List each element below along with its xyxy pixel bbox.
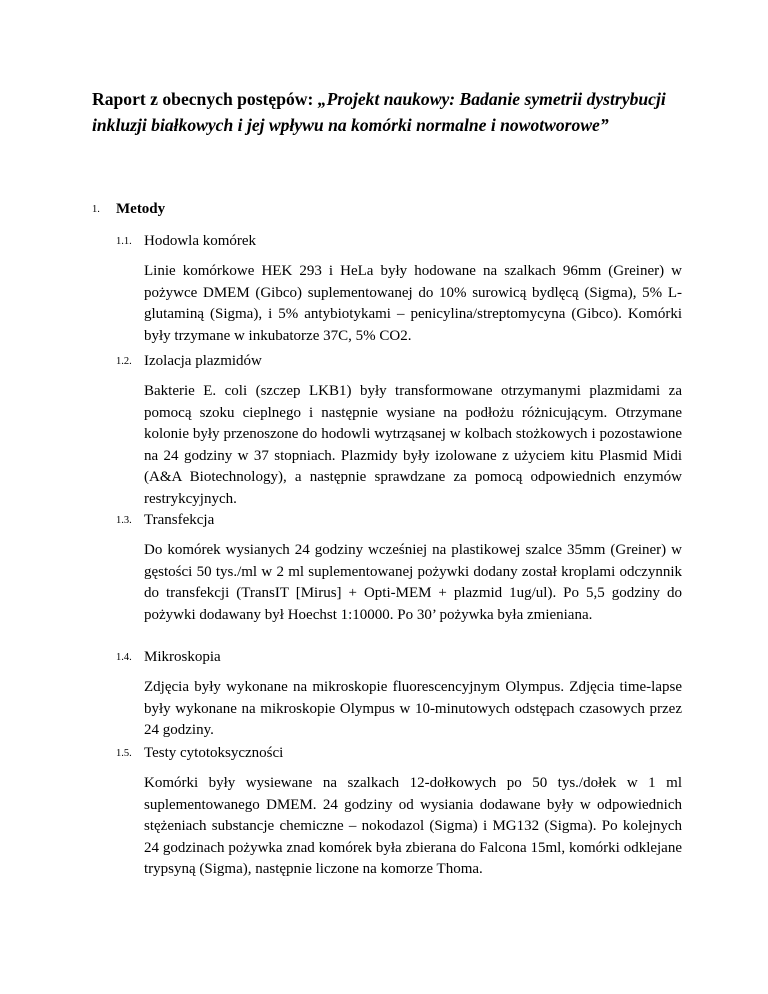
- subsection-number: 1.4.: [116, 652, 132, 663]
- subsection-heading: Testy cytotoksyczności: [144, 745, 284, 761]
- subsection-number: 1.2.: [116, 356, 132, 367]
- subsection-heading: Mikroskopia: [144, 649, 221, 665]
- subsection-heading: Transfekcja: [144, 512, 215, 528]
- subsection-number: 1.3.: [116, 515, 132, 526]
- subsection-paragraph: Zdjęcia były wykonane na mikroskopie fluorescencyjnym Olympus. Zdjęcia time-lapse były wykonane na mikroskopie Olympus w 10-minutowych odstępach czasowych przez 24 godziny.: [144, 679, 682, 738]
- subsection-heading: Izolacja plazmidów: [144, 353, 262, 369]
- subsection-paragraph: Bakterie E. coli (szczep LKB1) były transformowane otrzymanymi plazmidami za pomocą szoku cieplnego i następnie wysiane na podłożu różnicującym. Otrzymane kolonie były przenoszone do hodowli wytrząsanej w kolbach stożkowych i pozostawione na 24 godziny w 37 stopniach. Plazmidy były izolowane z użyciem kitu Plasmid Midi (A&A Biotechnology), a następnie sprawdzane za pomocą odpowiednich enzymów restrykcyjnych.: [144, 383, 682, 507]
- subsection-heading: Hodowla komórek: [144, 233, 257, 249]
- title-prefix: Raport z obecnych postępów:: [92, 89, 318, 109]
- subsection-paragraph: Komórki były wysiewane na szalkach 12-dołkowych po 50 tys./dołek w 1 ml suplementowanego DMEM. 24 godziny od wysiania dodawane były w odpowiednich stężeniach substancje chemiczne – nokodazol (Sigma) i MG132 (Sigma). Po kolejnych 24 godzinach pożywka znad komórek była zbierana do Falcona 15ml, komórki odklejane trypsyną (Sigma), następnie liczone na komorze Thoma.: [144, 775, 682, 877]
- subsection-paragraph: Do komórek wysianych 24 godziny wcześniej na plastikowej szalce 35mm (Greiner) w gęstości 50 tys./ml w 2 ml suplementowanej pożywki dodany został kroplami odczynnik do transfekcji (TransIT [Mirus] + Opti-MEM + plazmid 1ug/ul). Po 5,5 godziny do pożywki dodawany był Hoechst 1:10000. Po 30’ pożywka była zmieniana.: [144, 542, 682, 623]
- subsection-number: 1.1.: [116, 236, 132, 247]
- report-title: [92, 86, 682, 138]
- section-methods: [92, 197, 682, 221]
- subsection-paragraph: Linie komórkowe HEK 293 i HeLa były hodowane na szalkach 96mm (Greiner) w pożywce DMEM (Gibco) suplementowanej do 10% surowicą bydlęcą (Sigma), 5% L-glutaminą (Sigma), i 5% antybiotykami – penicylina/streptomycyna (Gibco). Komórki były trzymane w inkubatorze 37C, 5% CO2.: [144, 263, 682, 344]
- section-heading: Metody: [116, 201, 166, 217]
- project-title: „Projekt naukowy: Badanie symetrii dystrybucji inkluzji białkowych i jej wpływu na komórki normalne i nowotworowe”: [92, 89, 666, 135]
- subsection-number: 1.5.: [116, 748, 132, 759]
- section-number: 1.: [92, 204, 100, 215]
